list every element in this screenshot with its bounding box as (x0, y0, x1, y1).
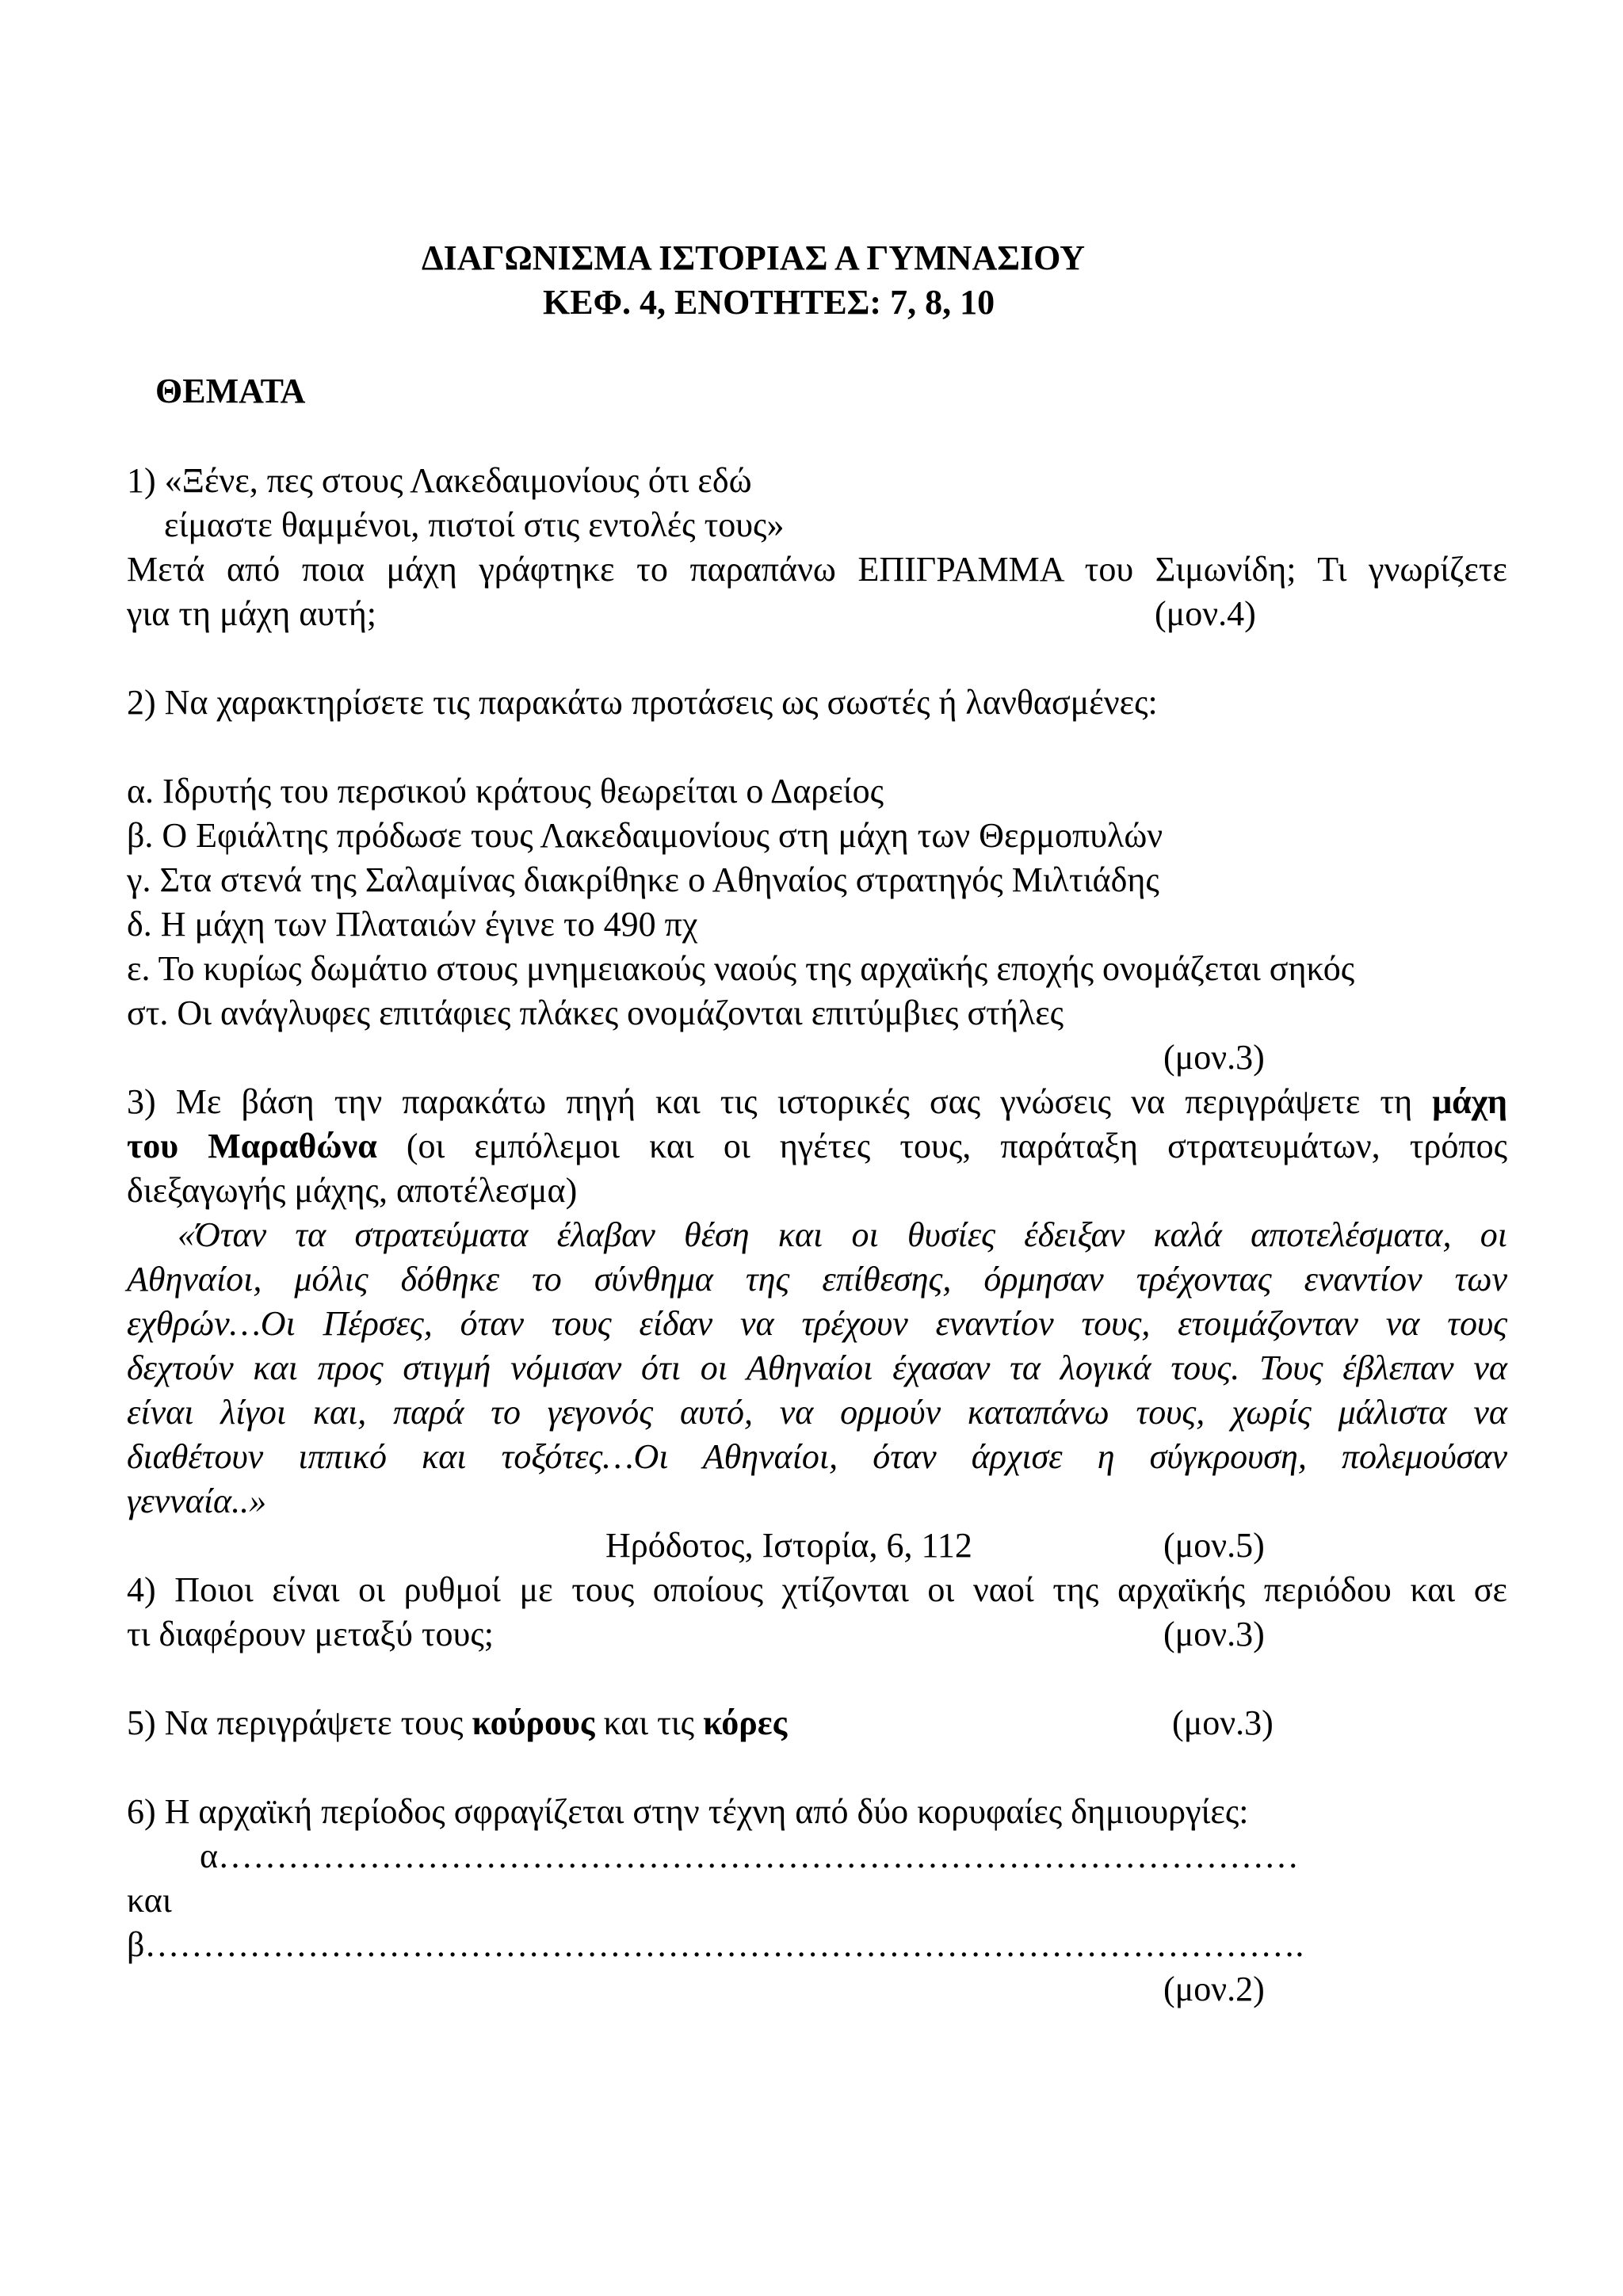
q5-text-b: και τις (603, 1703, 695, 1742)
q3-citation: Ηρόδοτος, Ιστορία, 6, 112 (605, 1526, 972, 1565)
q6-prompt: 6) Η αρχαϊκή περίοδος σφραγίζεται στην τέχνη από δύο κορυφαίες δημιουργίες: (127, 1792, 1249, 1831)
q1-question-line-1: Μετά από ποια μάχη γράφτηκε το παραπάνω ΕΠΙΓΡΑΜΜΑ του Σιμωνίδη; Τι γνωρίζετε (127, 550, 1507, 589)
q1-quote-line-1: 1) «Ξένε, πες στους Λακεδαιμονίους ότι εδώ (127, 461, 752, 500)
q6-points: (μον.2) (1163, 1970, 1265, 2008)
q5-line (127, 1701, 787, 1745)
exam-subtitle: ΚΕΦ. 4, ΕΝΟΤΗΤΕΣ: 7, 8, 10 (543, 283, 995, 322)
q3-intro-line-2 (127, 1124, 1507, 1169)
q3-intro-text-a: 3) Με βάση την παρακάτω πηγή και τις ιστορικές σας γνώσεις να περιγράψετε τη (127, 1082, 1413, 1121)
q4-points: (μον.3) (1163, 1615, 1265, 1653)
q2-prompt: 2) Να χαρακτηρίσετε τις παρακάτω προτάσεις ως σωστές ή λανθασμένες: (127, 683, 1158, 722)
q3-intro-bold-b: του Μαραθώνα (127, 1127, 377, 1165)
q2-points: (μον.3) (1163, 1038, 1265, 1077)
q5-points: (μον.3) (1172, 1703, 1274, 1742)
q3-intro-line-3: διεξαγωγής μάχης, αποτέλεσμα) (127, 1171, 578, 1210)
q4-line-1: 4) Ποιοι είναι οι ρυθμοί με τους οποίους χτίζονται οι ναοί της αρχαϊκής περιόδου και σε (127, 1570, 1507, 1609)
section-heading: ΘΕΜΑΤΑ (155, 372, 306, 410)
q3-source-line-1: «Όταν τα στρατεύματα έλαβαν θέση και οι θυσίες έδειξαν καλά αποτελέσματα, οι (178, 1215, 1507, 1254)
q1-points: (μον.4) (1155, 594, 1256, 633)
q5-bold-b: κόρες (703, 1703, 788, 1742)
q4-line-2: τι διαφέρουν μεταξύ τους; (127, 1615, 494, 1653)
q1-quote-line-2: είμαστε θαμμένοι, πιστοί στις εντολές τους» (164, 505, 785, 544)
q2-item-a: α. Ιδρυτής του περσικού κράτους θεωρείται ο Δαρείος (127, 772, 884, 810)
q3-intro-text-b: (οι εμπόλεμοι και οι ηγέτες τους, παράταξη στρατευμάτων, τρόπος (406, 1127, 1508, 1165)
q5-text-a: 5) Να περιγράψετε τους (127, 1703, 464, 1742)
q3-source-line-7: γενναία..» (127, 1482, 267, 1520)
q6-connector: και (127, 1881, 172, 1920)
q3-intro-line-1 (127, 1080, 1507, 1124)
q2-item-c: γ. Στα στενά της Σαλαμίνας διακρίθηκε ο Αθηναίος στρατηγός Μιλτιάδης (127, 860, 1159, 899)
q3-source-line-6: διαθέτουν ιππικό και τοξότες…Οι Αθηναίοι, όταν άρχισε η σύγκρουση, πολεμούσαν (127, 1437, 1507, 1476)
q6-blank-a: α………………………………………………………………………………… (200, 1836, 1300, 1875)
q3-source-line-3: εχθρών…Οι Πέρσες, όταν τους είδαν να τρέχουν εναντίον τους, ετοιμάζονταν να τους (127, 1304, 1507, 1343)
q3-source-line-4: δεχτούν και προς στιγμή νόμισαν ότι οι Αθηναίοι έχασαν τα λογικά τους. Τους έβλεπαν να (127, 1348, 1507, 1387)
q6-blank-b: β………………………………………………………………………………………. (127, 1925, 1304, 1964)
q3-intro-bold-a: μάχη (1432, 1082, 1507, 1121)
q3-points: (μον.5) (1163, 1526, 1265, 1565)
q1-question-line-2: για τη μάχη αυτή; (127, 594, 376, 633)
q2-item-f: στ. Οι ανάγλυφες επιτάφιες πλάκες ονομάζονται επιτύμβιες στήλες (127, 994, 1064, 1032)
q3-source-line-5: είναι λίγοι και, παρά το γεγονός αυτό, να ορμούν καταπάνω τους, χωρίς μάλιστα να (127, 1393, 1507, 1432)
exam-title: ΔΙΑΓΩΝΙΣΜΑ ΙΣΤΟΡΙΑΣ Α ΓΥΜΝΑΣΙΟΥ (422, 238, 1085, 277)
q2-item-d: δ. Η μάχη των Πλαταιών έγινε το 490 πχ (127, 905, 698, 944)
q5-bold-a: κούρους (472, 1703, 595, 1742)
q3-source-line-2: Αθηναίοι, μόλις δόθηκε το σύνθημα της επίθεσης, όρμησαν τρέχοντας εναντίον των (127, 1260, 1507, 1299)
q2-item-e: ε. Το κυρίως δωμάτιο στους μνημειακούς ναούς της αρχαϊκής εποχής ονομάζεται σηκός (127, 949, 1355, 988)
q2-item-b: β. Ο Εφιάλτης πρόδωσε τους Λακεδαιμονίους στη μάχη των Θερμοπυλών (127, 816, 1163, 855)
